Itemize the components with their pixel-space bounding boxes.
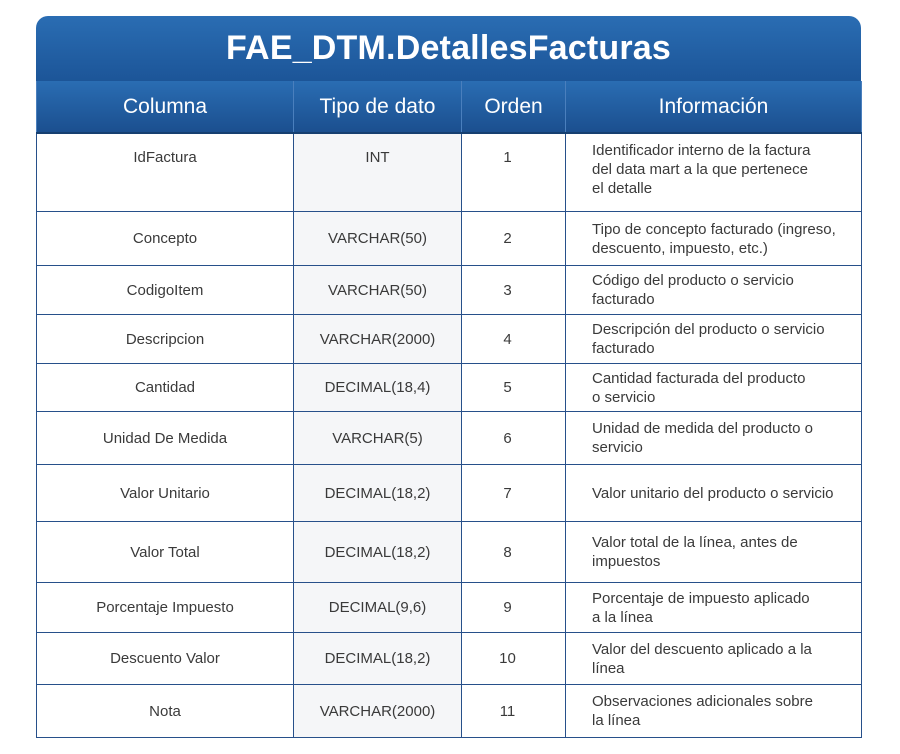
table-header (37, 81, 862, 133)
header-informacion: Información (566, 81, 862, 133)
cell-informacion (566, 412, 862, 465)
cell-tipo-de-dato: DECIMAL(18,2) (294, 465, 462, 522)
table-card (36, 16, 861, 738)
table-row (37, 685, 862, 738)
cell-informacion-line: Unidad de medida del producto o (592, 420, 813, 437)
cell-orden (462, 685, 566, 738)
cell-tipo-de-dato: INT (294, 133, 462, 212)
cell-informacion-line: a la línea (592, 608, 653, 626)
cell-tipo-de-dato: VARCHAR(50) (294, 266, 462, 315)
cell-columna: Concepto (37, 212, 294, 266)
cell-tipo-de-dato: DECIMAL(18,2) (294, 522, 462, 583)
header-tipo-de-dato: Tipo de dato (294, 81, 462, 133)
cell-columna: Cantidad (37, 364, 294, 412)
title-bar (36, 16, 861, 81)
cell-orden (462, 133, 566, 212)
table-row (37, 212, 862, 266)
cell-informacion-line: el detalle (592, 180, 653, 197)
cell-orden (462, 364, 566, 412)
cell-informacion-line: o servicio (592, 388, 656, 406)
cell-informacion (566, 522, 862, 583)
cell-columna: Valor Unitario (37, 465, 294, 522)
cell-informacion-line: Cantidad facturada del producto (592, 369, 806, 387)
cell-columna: Porcentaje Impuesto (37, 583, 294, 633)
cell-tipo-de-dato: VARCHAR(5) (294, 412, 462, 465)
cell-informacion (566, 465, 862, 522)
cell-orden-value: 10 (499, 650, 516, 667)
cell-informacion-line: Valor del descuento aplicado a la (592, 640, 812, 658)
cell-orden-value: 7 (503, 484, 512, 502)
cell-tipo-de-dato: VARCHAR(2000) (294, 685, 462, 738)
table-title: FAE_DTM.DetallesFacturas (225, 29, 672, 67)
cell-orden-value: 9 (503, 599, 512, 616)
cell-columna: Descuento Valor (37, 633, 294, 685)
cell-orden-value: 11 (499, 702, 516, 720)
cell-tipo-de-dato: VARCHAR(2000) (294, 315, 462, 364)
table-row (37, 315, 862, 364)
cell-orden (462, 522, 566, 583)
columns-table (36, 81, 862, 738)
table-row (37, 266, 862, 315)
cell-informacion-line: Código del producto o servicio (592, 272, 794, 289)
cell-informacion-line: Valor total de la línea, antes de (592, 534, 798, 551)
cell-informacion-line: facturado (592, 340, 655, 357)
cell-orden-value: 8 (503, 543, 512, 561)
cell-informacion-line: Descripción del producto o servicio (592, 321, 825, 338)
cell-informacion-line: la línea (592, 712, 641, 729)
cell-tipo-de-dato: DECIMAL(18,4) (294, 364, 462, 412)
table-row (37, 412, 862, 465)
cell-informacion-line: facturado (592, 291, 655, 308)
table-row (37, 633, 862, 685)
cell-informacion (566, 266, 862, 315)
cell-columna: Nota (37, 685, 294, 738)
cell-informacion-line: Identificador interno de la factura (592, 142, 811, 159)
cell-orden-value: 4 (503, 330, 512, 348)
cell-orden (462, 266, 566, 315)
cell-informacion-line: Tipo de concepto facturado (ingreso, (592, 220, 836, 238)
cell-informacion-line: Porcentaje de impuesto aplicado (592, 589, 810, 607)
cell-tipo-de-dato: VARCHAR(50) (294, 212, 462, 266)
cell-informacion-line: línea (592, 659, 625, 677)
table-row (37, 364, 862, 412)
header-row (37, 81, 862, 133)
cell-informacion-line: descuento, impuesto, etc.) (592, 239, 768, 257)
cell-orden (462, 212, 566, 266)
cell-columna: IdFactura (37, 133, 294, 212)
cell-columna: Descripcion (37, 315, 294, 364)
table-row (37, 465, 862, 522)
table-row (37, 522, 862, 583)
cell-orden (462, 315, 566, 364)
cell-columna: Valor Total (37, 522, 294, 583)
cell-orden (462, 633, 566, 685)
cell-informacion (566, 685, 862, 738)
cell-orden (462, 583, 566, 633)
cell-informacion-line: impuestos (592, 553, 661, 570)
cell-orden-value: 6 (503, 429, 512, 447)
cell-informacion-line: del data mart a la que pertenece (592, 161, 808, 178)
cell-informacion (566, 633, 862, 685)
cell-informacion-line: Observaciones adicionales sobre (592, 693, 813, 710)
cell-informacion (566, 212, 862, 266)
cell-informacion (566, 315, 862, 364)
cell-columna: CodigoItem (37, 266, 294, 315)
header-columna: Columna (37, 81, 294, 133)
cell-columna: Unidad De Medida (37, 412, 294, 465)
cell-orden-value: 5 (503, 379, 512, 396)
cell-informacion (566, 583, 862, 633)
cell-orden-value: 2 (503, 230, 512, 247)
cell-informacion (566, 364, 862, 412)
cell-tipo-de-dato: DECIMAL(9,6) (294, 583, 462, 633)
cell-informacion-line: Valor unitario del producto o servicio (592, 484, 834, 502)
header-orden: Orden (462, 81, 566, 133)
cell-orden-value: 3 (503, 281, 512, 299)
cell-informacion (566, 133, 862, 212)
cell-orden-value: 1 (503, 149, 512, 166)
table-body (37, 133, 862, 738)
cell-tipo-de-dato: DECIMAL(18,2) (294, 633, 462, 685)
cell-orden (462, 412, 566, 465)
cell-orden (462, 465, 566, 522)
table-row (37, 133, 862, 212)
cell-informacion-line: servicio (592, 439, 643, 456)
table-row (37, 583, 862, 633)
